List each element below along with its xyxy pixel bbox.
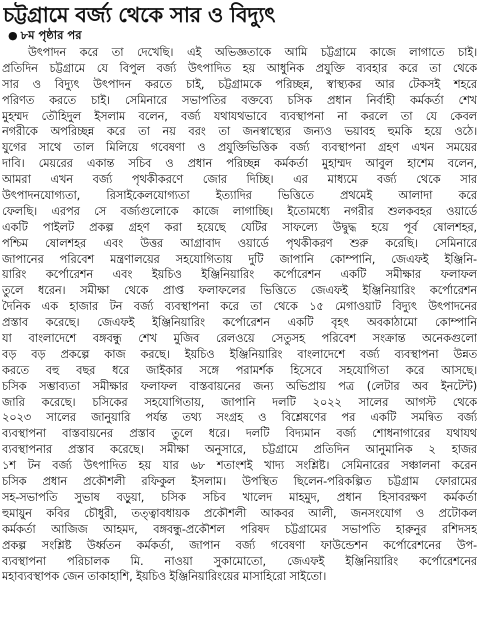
- body-line: চসিক সম্ভাব্যতা সমীক্ষার ফলাফল বাস্তবায়নের জন্য অভিপ্রায় পত্র (লেটার অব ইনটেন্ট): [2, 378, 477, 393]
- body-line: একটি পাইলট প্রকল্প গ্রহণ করা হয়েছে যেটির সাফল্যে উদ্বুদ্ধ হয়ে পূর্ব ষোলশহর,: [2, 219, 477, 234]
- article-headline: চট্টগ্রামে বর্জ্য থেকে সার ও বিদ্যুৎ: [3, 3, 276, 27]
- body-line: ফেলছি। এরপর সে বর্জ্যগুলোকে কাজে লাগাচ্ছি। ইতোমধ্যে নগরীর শুলকবহর ওয়ার্ডে: [2, 203, 477, 218]
- body-line: সার ও বিদ্যুৎ উৎপাদন করতে চাই, চট্টগ্রামকে পরিচ্ছন্ন, স্বাস্থ্যকর আর টেকসই শহরে: [2, 76, 477, 91]
- body-line: উৎপাদনযোগ্যতা, রিসাইকেলযোগ্যতা ইত্যাদির ভিত্তিতে প্রথমেই আলাদা করে: [2, 188, 477, 203]
- body-line: প্রকল্প সংশ্লিষ্ট উর্ধ্বতন কর্মকর্তা, জাপান বর্জ্য গবেষণা ফাউন্ডেশন কর্পোরেশনের উপ-: [2, 537, 477, 552]
- body-line: সহ-সভাপতি সুভাষ বড়ুয়া, চসিক সচিব খালেদ মাহমুদ, প্রধান হিসাবরক্ষণ কর্মকর্তা: [2, 489, 477, 504]
- body-line: নগরীকে অপরিচ্ছন্ন করে তা নয় বরং তা জনস্বাস্থ্যের জন্যও ভয়াবহ হুমকি হয়ে ওঠে।: [2, 124, 477, 139]
- body-line: পরিণত করতে চাই। সেমিনারে সভাপতির বক্তব্যে চসিক প্রধান নির্বাহী কর্মকর্তা শেখ: [2, 92, 477, 107]
- body-line: মহাব্যবস্থাপক জেন তাকাহাশি, ইয়চিও ইঞ্জিনিয়ারিংয়ের মাসাহিরো সাইতো।: [2, 569, 327, 584]
- body-line: চসিক প্রধান প্রকৌশলী রফিকুল ইসলাম। উপস্থিত ছিলেন-পরিকল্পিত চট্টগ্রাম ফোরামের: [2, 474, 477, 489]
- body-line: ব্যবস্থাপনা বাস্তবায়নের প্রস্তাব তুলে ধরে। দলটি বিদ্যমান বর্জ্য শোধনাগারের যথাযথ: [2, 426, 477, 441]
- continuation-text: ৮ম পৃষ্ঠার পর: [20, 28, 82, 42]
- body-line: আমরা এখন বর্জ্য পৃথকীকরণে জোর দিচ্ছি। এর মাধ্যমে বর্জ্য থেকে সার: [2, 172, 477, 187]
- body-line: বড় বড় প্রকল্পে কাজ করছে। ইয়চিও ইঞ্জিনিয়ারিং বাংলাদেশে বর্জ্য ব্যবস্থাপনা উন্নত: [2, 346, 477, 361]
- body-line: দৈনিক এক হাজার টন বর্জ্য ব্যবস্থাপনা করে তা থেকে ১৫ মেগাওয়াট বিদ্যুৎ উৎপাদনের: [2, 299, 477, 314]
- body-line: ১শ টন বর্জ্য উৎপাদিত হয় যার ৬৮ শতাংশই খাদ্য সংশ্লিষ্ট। সেমিনারের সঞ্চালনা করেন: [2, 458, 477, 473]
- body-line: মুহম্মদ তৌহিদুল ইসলাম বলেন, বর্জ্য যথাযথভাবে ব্যবস্থাপনা না করলে তা যে কেবল: [2, 108, 477, 123]
- body-line: দাবি। মেয়রের একান্ত সচিব ও প্রধান পরিচ্ছন্ন কর্মকর্তা মুহাম্মদ আবুল হাশেম বলেন,: [2, 156, 477, 171]
- body-line: জাপানের পরিবেশ মন্ত্রণালয়ের সহযোগিতায় দুটি জাপানি কোম্পানি, জেএফই ইঞ্জিনি-: [2, 251, 477, 266]
- body-line: প্রস্তাব করেছে। জেএফই ইঞ্জিনিয়ারিং কর্পোরেশন একটি বৃহৎ অবকাঠামো কোম্পানি: [2, 315, 477, 330]
- body-line: পশ্চিম ষোলশহর এবং উত্তর আগ্রাবাদ ওয়ার্ডে পৃথকীকরণ শুরু করেছি। সেমিনারে: [2, 235, 477, 250]
- body-line: উৎপাদন করে তা দেখেছি। এই অভিজ্ঞতাকে আমি চট্টগ্রামে কাজে লাগাতে চাই।: [28, 45, 477, 59]
- continuation-note: [8, 28, 477, 43]
- body-line: প্রতিদিন চট্টগ্রামে যে বিপুল বর্জ্য উৎপাদিত হয় আধুনিক প্রযুক্তি ব্যবহার করে তা থেকে: [2, 60, 477, 75]
- body-line: হুমায়ুন কবির চৌধুরী, তত্ত্বাবধায়ক প্রকৌশলী আকবর আলী, জনসংযোগ ও প্রটোকল: [2, 505, 477, 520]
- bullet-icon: ●: [8, 29, 18, 42]
- body-line: করতে বহু বছর ধরে জাইকার সঙ্গে পরামর্শক হিসেবে সহযোগিতা করে আসছে।: [2, 362, 477, 377]
- body-line: য়ারিং কর্পোরেশন এবং ইয়চিও ইঞ্জিনিয়ারিং কর্পোরেশন একটি সমীক্ষার ফলাফল: [2, 267, 477, 282]
- body-line: ব্যবস্থাপনার প্রস্তাব করেছে। সমীক্ষা অনুসারে, চট্টগ্রামে প্রতিদিন আনুমানিক ২ হাজর: [2, 442, 477, 457]
- body-line: তুলে ধরেন। সমীক্ষা থেকে প্রাপ্ত ফলাফলের ভিত্তিতে জেএফই ইঞ্জিনিয়ারিং কর্পোরেশন: [2, 283, 477, 298]
- body-line: কর্মকর্তা আজিজ আহমদ, বঙ্গবন্ধু-প্রকৌশল পরিষদ চট্টগ্রামের সভাপতি হারুনুর রশিদসহ: [2, 521, 477, 536]
- body-line: ব্যবস্থাপনা পরিচালক মি. নাওয়া সুকামোতো, জেএফই ইঞ্জিনিয়ারিং কর্পোরেশনের: [2, 553, 477, 568]
- article-body: [2, 45, 477, 585]
- body-line: যা বাংলাদেশে বঙ্গবন্ধু শেখ মুজিব রেলওয়ে সেতুসহ পরিবেশ সংক্রান্ত অনেকগুলো: [2, 331, 477, 346]
- body-line: যুগের সাথে তাল মিলিয়ে গবেষণা ও প্রযুক্তিভিত্তিক বর্জ্য ব্যবস্থাপনা গ্রহণ এখন সময়ের: [2, 140, 477, 155]
- body-line: জারি করেছে। চসিকের সহযোগিতায়, জাপানি দলটি ২০২২ সালের আগস্ট থেকে: [2, 394, 477, 409]
- body-line: ২০২৩ সালের জানুয়ারি পর্যন্ত তথ্য সংগ্রহ ও বিশ্লেষণের পর একটি সমন্বিত বর্জ্য: [2, 410, 477, 425]
